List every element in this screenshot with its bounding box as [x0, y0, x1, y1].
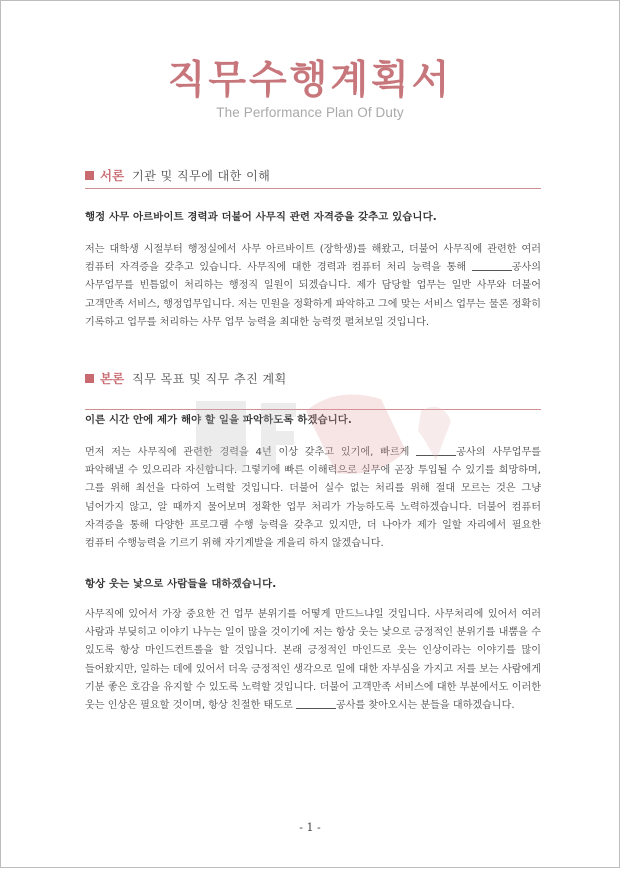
paragraph: 저는 대학생 시절부터 행정실에서 사무 아르바이트 (장학생)를 해왔고, 더불어 사무직에 관련한 여러 컴퓨터 자격증을 갖추고 있습니다. 사무직에 대한 경력과 컴퓨터 처리 능력을 통해 공사의 사무업무를 빈틈없이 처리하는 행정직 일원이 되겠습니다. 제가 담당할 업무는 일반 사무와 더불어 고객만족 서비스, 행정업무입니다. 저는 민원을 정확하게 파악하고 그에 맞는 서비스 업무는 물론 정확히 기록하고 업무를 처리하는 사무 업무 능력을 최대한 능력껏 펼쳐보일 것입니다.: [85, 244, 541, 328]
section-divider: [85, 409, 541, 410]
document-title: 직무수행계획서: [167, 58, 453, 103]
blank-line: [416, 445, 456, 456]
paragraph: 먼저 저는 사무직에 관련한 경력을 4년 이상 갖추고 있기에, 빠르게 공사의 사무업무를 파악해낼 수 있으리라 자신합니다. 그렇기에 빠른 이해력으로 실무에 곧장 투입될 수 있기를 희망하며, 그를 위해 최선을 다하여 노력할 것입니다. 더불어 실수 없는 처리를 위해 절대 모르는 것은 그냥 넘어가지 않고, 알 때까지 물어보며 정확한 업무 처리가 가능하도록 노력하겠습니다. 더불어 컴퓨터 자격증을 통해 다양한 프로그램 수행 능력을 갖추고 있지만, 더 나아가 제가 일할 자리에서 필요한 컴퓨터 수행능력을 기르기 위해 자기계발을 게을리 하지 않겠습니다.: [85, 447, 541, 550]
section-divider: [85, 188, 541, 189]
blank-line: [472, 260, 512, 271]
section-lead: 항상 웃는 낯으로 사람들을 대하겠습니다.: [85, 578, 277, 590]
section-name: 본론: [100, 371, 125, 386]
section-subtitle: 기관 및 직무에 대한 이해: [132, 169, 271, 183]
document-subtitle: The Performance Plan Of Duty: [216, 105, 404, 120]
section-bullet-icon: [85, 171, 94, 180]
paragraph: 사무직에 있어서 가장 중요한 건 업무 분위기를 어떻게 만드느냐일 것입니다. 사무처리에 있어서 여러 사람과 부딪히고 이야기 나누는 일이 많을 것이기에 저는 항상 웃는 낯으로 긍정적인 분위기를 내뿜을 수 있도록 항상 마인드컨트롤을 할 것입니다. 본래 긍정적인 마인드로 웃는 인상이라는 이야기를 많이 들어왔지만, 일하는 데에 있어서 더욱 긍정적인 생각으로 일에 대한 자부심을 가지고 저를 보는 사람에게 기분 좋은 호감을 유지할 수 있도록 노력할 것입니다. 더불어 고객만족 서비스에 대한 부분에서도 이러한 웃는 인상은 필요할 것이며, 항상 친절한 태도로 공사를 찾아오시는 분들을 대하겠습니다.: [85, 609, 541, 712]
section-header-body: [85, 369, 541, 389]
page-number: - 1 -: [299, 821, 321, 834]
blank-line: [296, 698, 336, 709]
section-lead: 이른 시간 안에 제가 해야 할 일을 파악하도록 하겠습니다.: [85, 414, 352, 426]
section-lead: 행정 사무 아르바이트 경력과 더불어 사무직 관련 자격증을 갖추고 있습니다.: [85, 211, 437, 223]
section-subtitle: 직무 목표 및 직무 추진 계획: [132, 372, 287, 386]
section-header-intro: [85, 166, 541, 186]
section-name: 서론: [100, 168, 125, 183]
section-bullet-icon: [85, 374, 94, 383]
